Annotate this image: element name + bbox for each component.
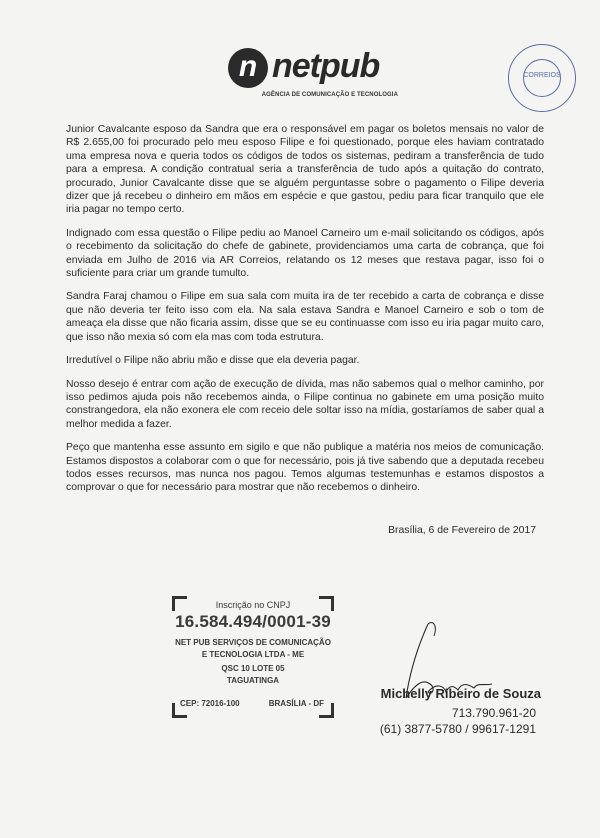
- company-city: BRASÍLIA - DF: [268, 699, 324, 708]
- logo-tagline: AGÊNCIA DE COMUNICAÇÃO E TECNOLOGIA: [261, 92, 398, 98]
- postal-seal-stamp: [508, 44, 576, 112]
- company-district: TAGUATINGA: [226, 676, 280, 685]
- signer-id-number: 713.790.961-20: [451, 706, 536, 720]
- company-name-line2: E TECNOLOGIA LTDA - ME: [201, 650, 305, 659]
- letter-body: [66, 123, 544, 505]
- cnpj-stamp: [172, 596, 334, 718]
- netpub-logo: [228, 46, 398, 106]
- letter-date: Brasília, 6 de Fevereiro de 2017: [388, 525, 536, 536]
- paragraph: Indignado com essa questão o Filipe pediu ao Manoel Carneiro um e-mail solicitando os códigos, após o recebimento da solicitação do chefe de gabinete, providenciamos uma carta de cobrança, que foi enviada em Julho de 2016 via AR Correios, relatando os 12 meses que restava pagar, isso foi o suficiente para criar um grande tumulto.: [66, 227, 544, 280]
- seal-text: CORREIOS: [523, 72, 561, 79]
- paragraph: Irredutível o Filipe não abriu mão e disse que ela deveria pagar.: [66, 355, 360, 367]
- paragraph: Peço que mantenha esse assunto em sigilo e que não publique a matéria nos meios de comunicação. Estamos dispostos a colaborar com o que for necessário, pois já tive sabendo que a deputada recebeu todos esses recursos, mas nunca nos pagou. Temos algumas testemunhas e estamos dispostos a comprovar o que for necessário para mostrar que não recebemos o dinheiro.: [66, 442, 544, 494]
- signer-phones: (61) 3877-5780 / 99617-1291: [379, 722, 536, 736]
- paragraph: Junior Cavalcante esposo da Sandra que era o responsável em pagar os boletos mensais no valor de R$ 2.655,00 foi procurado pelo meu esposo Filipe e foi questionado, porque eles haviam contratado uma empresa nova e queria todos os códigos de todos os sistemas, pediram a transferência de tudo para a empresa. A condição contratual seria a transferência de tudo após a quitação do contrato, procurado, Junior Cavalcante disse que se alguém perguntasse sobre o pagamento o Filipe deveria dizer que já recebeu o dinheiro em mãos em espécie e que gastou, pediu para ficar tranquilo que ele iria pagar no tempo certo.: [66, 124, 544, 216]
- signer-name: Michelly Ribeiro de Souza: [380, 686, 541, 701]
- paragraph: Sandra Faraj chamou o Filipe em sua sala com muita ira de ter recebido a carta de cobrança e disse que não deveria ter feito isso com ela. Na sala estava Sandra e Manoel Carneiro e sob o tom de ameaça ela disse que não ficaria assim, disse que se eu continuasse com isso eu iria pagar muito caro, que isso não mexia só com ela mas com toda estrutura.: [66, 291, 544, 343]
- logo-mark: n: [228, 48, 268, 88]
- company-name-line1: NET PUB SERVIÇOS DE COMUNICAÇÃO: [175, 638, 331, 647]
- paragraph: Nosso desejo é entrar com ação de execução de dívida, mas não sabemos qual o melhor caminho, por isso pedimos ajuda pois não recebemos ainda, o Filipe continua no gabinete em uma posição muito constrangedora, ela não exonera ele com receio dele soltar isso na mídia, gostaríamos de saber qual a melhor medida a fazer.: [66, 378, 544, 430]
- company-address: QSC 10 LOTE 05: [221, 664, 285, 673]
- company-cep: CEP: 72016-100: [180, 699, 240, 708]
- logo-wordmark: netpub: [272, 47, 380, 85]
- cnpj-number: 16.584.494/0001-39: [175, 612, 331, 631]
- cnpj-label: Inscrição no CNPJ: [215, 600, 291, 610]
